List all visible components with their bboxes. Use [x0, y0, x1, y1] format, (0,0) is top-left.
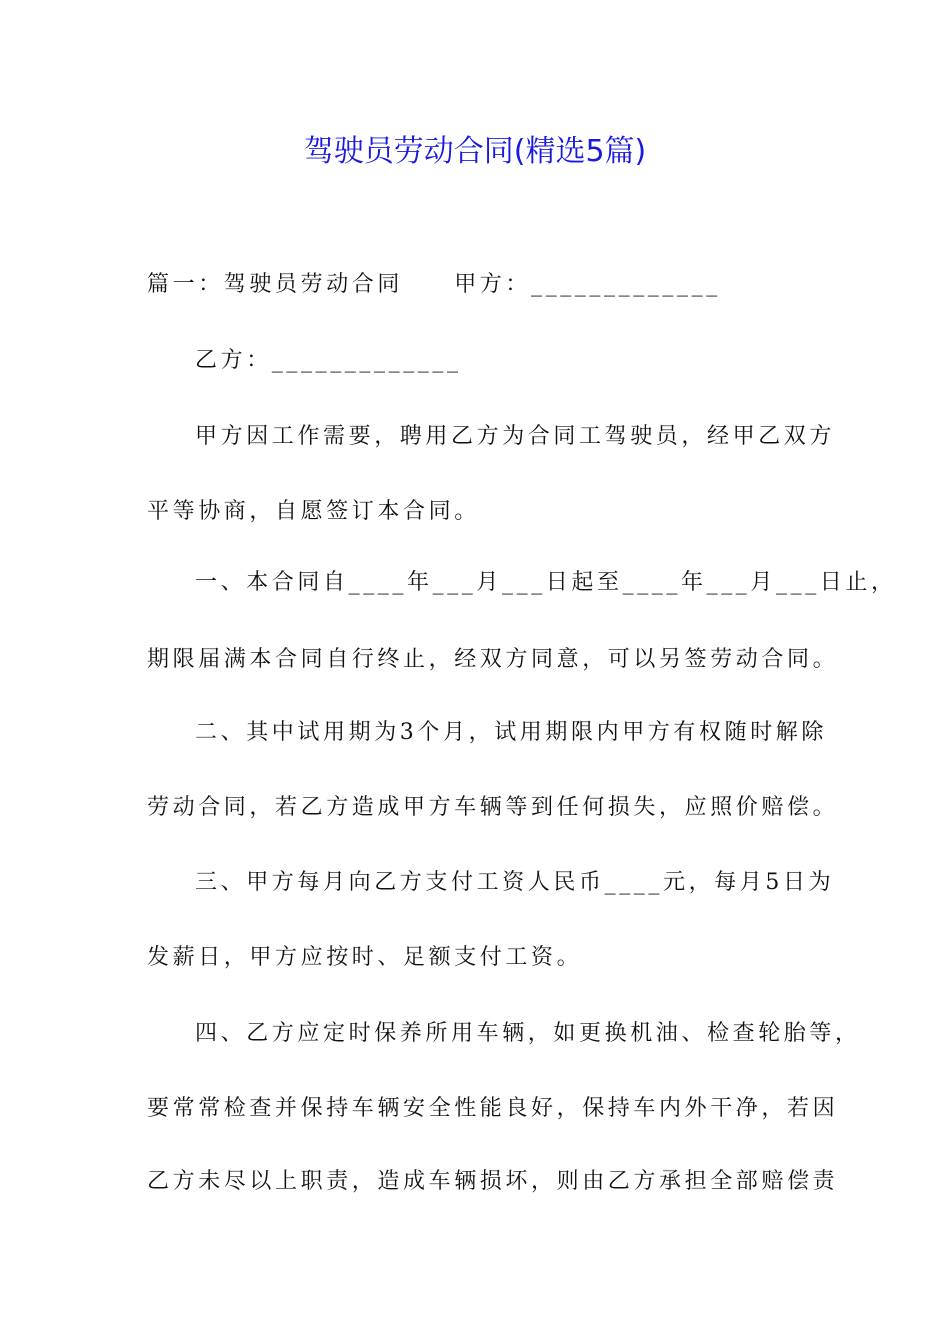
text-line: 甲方因工作需要，聘用乙方为合同工驾驶员，经甲乙双方 — [195, 424, 836, 449]
text-line: 一、本合同自____年___月___日起至____年___月___日止， — [195, 570, 897, 595]
text-line: 期限届满本合同自行终止，经双方同意，可以另签劳动合同。 — [147, 647, 839, 672]
text-line: 劳动合同，若乙方造成甲方车辆等到任何损失，应照价赔偿。 — [147, 795, 839, 820]
text-line: 四、乙方应定时保养所用车辆，如更换机油、检查轮胎等， — [195, 1021, 861, 1046]
text-line: 乙方：_____________ — [195, 348, 462, 373]
text-line: 篇一：驾驶员劳动合同 甲方：_____________ — [147, 272, 721, 297]
text-line: 要常常检查并保持车辆安全性能良好，保持车内外干净，若因 — [147, 1096, 839, 1121]
document-title: 驾驶员劳动合同(精选5篇) — [303, 134, 647, 169]
text-line: 三、甲方每月向乙方支付工资人民币____元，每月5日为 — [195, 870, 835, 895]
text-line: 平等协商，自愿签订本合同。 — [147, 499, 480, 524]
text-line: 乙方未尽以上职责，造成车辆损坏，则由乙方承担全部赔偿责 — [147, 1169, 839, 1194]
text-line: 发薪日，甲方应按时、足额支付工资。 — [147, 945, 583, 970]
text-line: 二、其中试用期为3个月，试用期限内甲方有权随时解除 — [195, 720, 827, 745]
